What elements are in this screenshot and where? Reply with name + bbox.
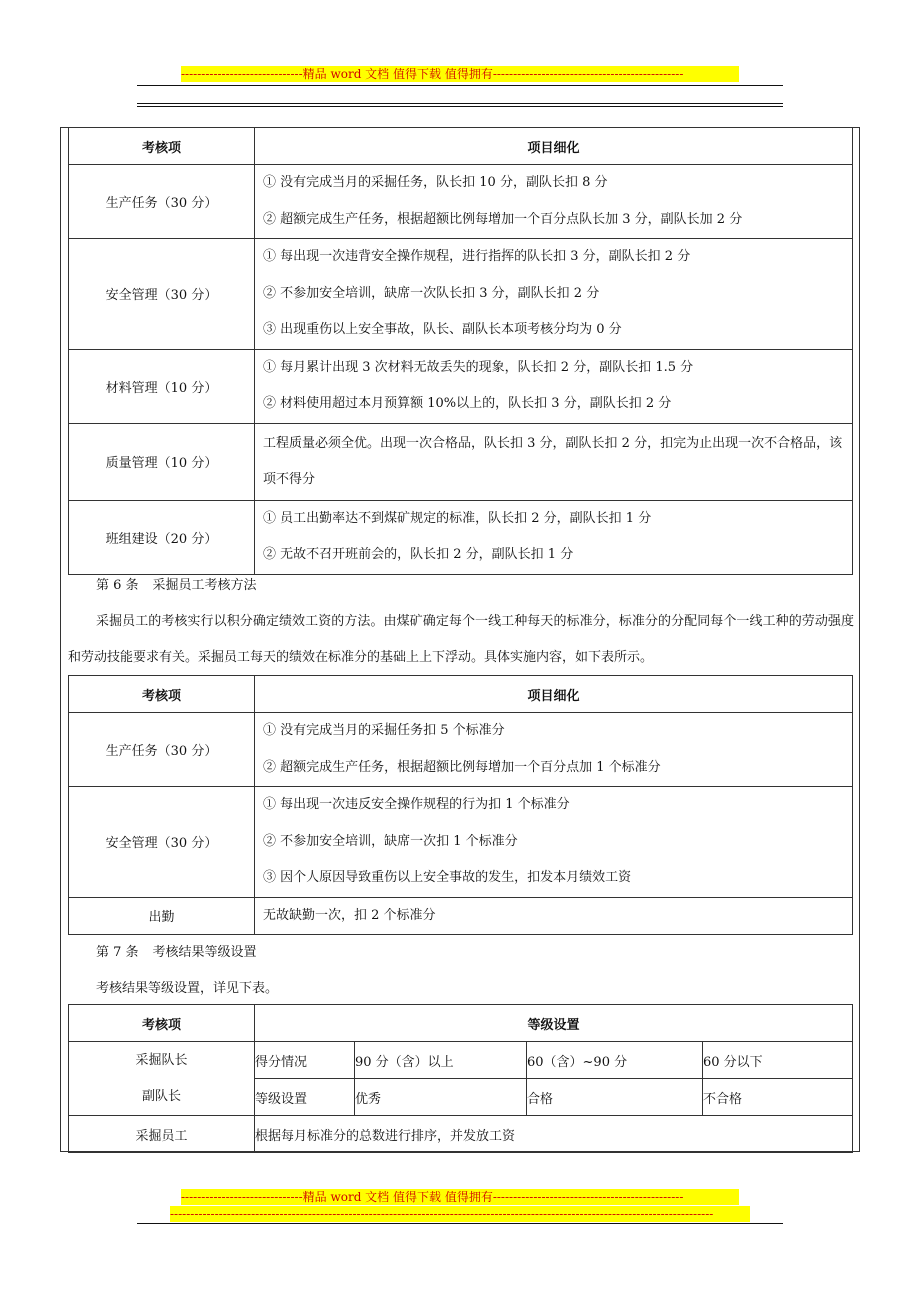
detail-cell <box>255 349 853 423</box>
detail-line: ② 超额完成生产任务，根据超额比例每增加一个百分点队长加 3 分，副队长加 2 分 <box>263 211 743 227</box>
detail-cell <box>255 239 853 350</box>
assessment-item: 材料管理（10 分） <box>69 349 255 423</box>
grade-setting-table <box>68 1004 853 1153</box>
detail-line: ② 不参加安全培训，缺席一次扣 1 个标准分 <box>263 833 518 849</box>
staff-assessment-table <box>68 675 853 935</box>
grade-value: 合格 <box>527 1079 703 1116</box>
section-7-paragraph: 考核结果等级设置，详见下表。 <box>96 981 279 996</box>
footer-rule <box>137 1223 783 1224</box>
detail-cell <box>255 713 853 787</box>
grade-label: 等级设置 <box>255 1079 355 1116</box>
group-label: 副队长 <box>141 1088 181 1104</box>
detail-text: 工程质量必须全优。出现一次合格品，队长扣 3 分，副队长扣 2 分，扣完为止出现一次不合格品，该项不得分 <box>263 435 843 487</box>
header-double-rule-top <box>137 103 783 104</box>
assessment-item: 安全管理（30 分） <box>69 239 255 350</box>
group-label: 采掘队长 <box>135 1052 188 1068</box>
leader-assessment-table <box>68 127 853 575</box>
table-header-row <box>69 1005 853 1042</box>
assessment-item: 生产任务（30 分） <box>69 713 255 787</box>
detail-line: ① 每月累计出现 3 次材料无故丢失的现象，队长扣 2 分，副队长扣 1.5 分 <box>263 359 694 375</box>
header-cell: 项目细化 <box>255 128 853 165</box>
grade-value: 优秀 <box>355 1079 527 1116</box>
detail-line: ① 没有完成当月的采掘任务，队长扣 10 分，副队长扣 8 分 <box>263 175 608 190</box>
score-label: 得分情况 <box>255 1042 355 1079</box>
header-cell: 考核项 <box>69 676 255 713</box>
detail-cell <box>255 500 853 574</box>
footer-dash-banner: -------------------------------------------------------------------------------------------------------------------------------------- <box>170 1206 750 1222</box>
leader-group-cell <box>69 1042 255 1116</box>
table-row <box>69 423 853 500</box>
table-row <box>69 239 853 350</box>
assessment-item: 质量管理（10 分） <box>69 423 255 500</box>
score-range: 60（含）~90 分 <box>527 1042 703 1079</box>
detail-line: ① 每出现一次违背安全操作规程，进行指挥的队长扣 3 分，副队长扣 2 分 <box>263 249 691 264</box>
table-row <box>69 713 853 787</box>
table-header-row <box>69 128 853 165</box>
table-row <box>69 1042 853 1079</box>
section-6-paragraph: 采掘员工的考核实行以积分确定绩效工资的方法。由煤矿确定每个一线工种每天的标准分，标准分的分配同每个一线工种的劳动强度和劳动技能要求有关。采掘员工每天的绩效在标准分的基础上上下浮动。具体实施内容，如下表所示。 <box>68 614 854 665</box>
assessment-item: 出勤 <box>69 897 255 935</box>
table-row <box>69 787 853 898</box>
assessment-item: 采掘员工 <box>69 1116 255 1153</box>
table-header-row <box>69 676 853 713</box>
section-number: 第 7 条 <box>96 945 139 960</box>
detail-line: ① 每出现一次违反安全操作规程的行为扣 1 个标准分 <box>263 797 570 812</box>
detail-line: 无故缺勤一次，扣 2 个标准分 <box>263 907 436 923</box>
detail-cell <box>255 897 853 935</box>
assessment-item: 班组建设（20 分） <box>69 500 255 574</box>
table-row <box>69 1116 853 1153</box>
section-number: 第 6 条 <box>96 578 139 593</box>
detail-text: 根据每月标准分的总数进行排序，并发放工资 <box>255 1116 853 1153</box>
table-row <box>69 165 853 239</box>
detail-line: ② 材料使用超过本月预算额 10%以上的，队长扣 3 分，副队长扣 2 分 <box>263 396 672 411</box>
header-double-rule-bottom <box>137 106 783 107</box>
header-cell: 考核项 <box>69 128 255 165</box>
detail-line: ① 员工出勤率达不到煤矿规定的标准，队长扣 2 分，副队长扣 1 分 <box>263 510 652 526</box>
section-title: 考核结果等级设置 <box>152 945 257 960</box>
score-range: 60 分以下 <box>703 1042 853 1079</box>
table-row <box>69 349 853 423</box>
detail-cell <box>255 165 853 239</box>
assessment-item: 安全管理（30 分） <box>69 787 255 898</box>
table-row <box>69 897 853 935</box>
detail-line: ③ 因个人原因导致重伤以上安全事故的发生，扣发本月绩效工资 <box>263 870 632 885</box>
footer-banner: ------------------------------精品 word 文档 值得下载 值得拥有----------------------------------------------- <box>181 1189 739 1205</box>
table-row <box>69 500 853 574</box>
detail-line: ② 超额完成生产任务，根据超额比例每增加一个百分点加 1 个标准分 <box>263 759 661 775</box>
header-cell: 考核项 <box>69 1005 255 1042</box>
section-title: 采掘员工考核方法 <box>152 578 257 593</box>
detail-cell <box>255 787 853 898</box>
assessment-item: 生产任务（30 分） <box>69 165 255 239</box>
header-cell: 项目细化 <box>255 676 853 713</box>
grade-value: 不合格 <box>703 1079 853 1116</box>
score-range: 90 分（含）以上 <box>355 1042 527 1079</box>
detail-cell <box>255 423 853 500</box>
header-cell: 等级设置 <box>255 1005 853 1042</box>
section-6-heading <box>96 574 257 593</box>
detail-line: ② 无故不召开班前会的，队长扣 2 分，副队长扣 1 分 <box>263 547 574 562</box>
header-rule <box>137 85 783 86</box>
detail-line: ② 不参加安全培训，缺席一次队长扣 3 分，副队长扣 2 分 <box>263 285 600 301</box>
header-banner: ------------------------------精品 word 文档 值得下载 值得拥有----------------------------------------------- <box>181 66 739 82</box>
detail-line: ③ 出现重伤以上安全事故，队长、副队长本项考核分均为 0 分 <box>263 322 622 337</box>
detail-line: ① 没有完成当月的采掘任务扣 5 个标准分 <box>263 723 505 738</box>
section-7-heading <box>96 941 257 960</box>
